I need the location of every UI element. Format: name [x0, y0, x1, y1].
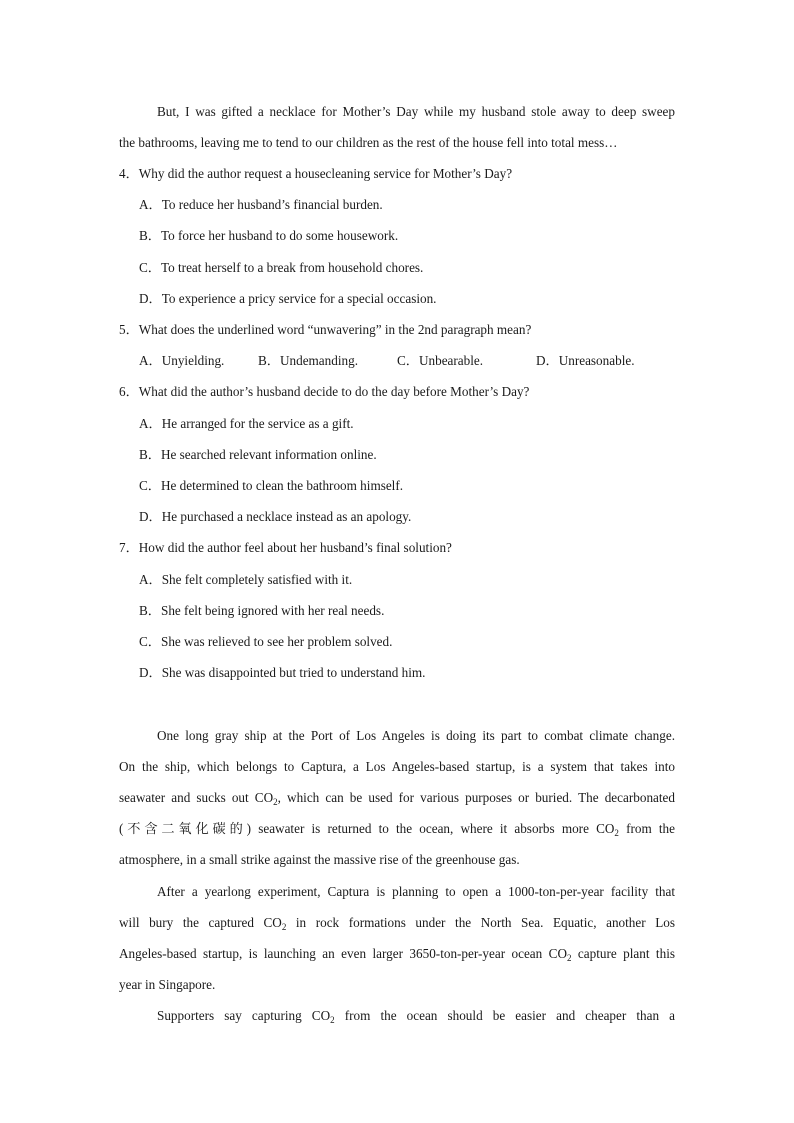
passage2-line: atmosphere, in a small strike against the massive rise of the greenhouse gas. — [119, 852, 520, 867]
subscript: 2 — [330, 1015, 335, 1025]
text-run: Supporters say capturing CO — [157, 1008, 331, 1023]
option-6a: A．He arranged for the service as a gift. — [139, 416, 354, 431]
passage2-line — [157, 1007, 675, 1025]
text-run: seawater and sucks out CO — [119, 790, 274, 805]
option-5c: C．Unbearable. — [397, 353, 484, 368]
option-4a: A．To reduce her husband’s financial burden. — [139, 197, 383, 212]
passage-line: the bathrooms, leaving me to tend to our children as the rest of the house fell into total mess… — [119, 135, 618, 150]
option-6c: C．He determined to clean the bathroom himself. — [139, 478, 404, 493]
passage2-line — [119, 945, 675, 963]
option-5a: A．Unyielding. — [139, 353, 225, 368]
question-stem-5: 5．What does the underlined word “unwavering” in the 2nd paragraph mean? — [119, 322, 532, 337]
question-stem-6: 6．What did the author’s husband decide to do the day before Mother’s Day? — [119, 384, 530, 399]
option-4d: D．To experience a pricy service for a special occasion. — [139, 291, 437, 306]
question-stem-4: 4．Why did the author request a housecleaning service for Mother’s Day? — [119, 166, 513, 181]
option-7c: C．She was relieved to see her problem solved. — [139, 634, 393, 649]
option-7a: A．She felt completely satisfied with it. — [139, 572, 353, 587]
text-run: in rock formations under the North Sea. Equatic, another Los — [286, 915, 676, 930]
option-5d: D．Unreasonable. — [536, 353, 635, 368]
subscript: 2 — [273, 797, 278, 807]
passage2-line: year in Singapore. — [119, 977, 216, 992]
text-run: Angeles-based startup, is launching an even larger 3650-ton-per-year ocean CO — [119, 946, 567, 961]
passage-line: But, I was gifted a necklace for Mother’s Day while my husband stole away to deep sweep — [157, 104, 675, 119]
option-7b: B．She felt being ignored with her real needs. — [139, 603, 385, 618]
subscript: 2 — [567, 953, 572, 963]
passage2-line: On the ship, which belongs to Captura, a Los Angeles-based startup, is a system that takes into — [119, 759, 675, 774]
option-6d: D．He purchased a necklace instead as an apology. — [139, 509, 412, 524]
text-run: (不含二氧化碳的) seawater is returned to the ocean, where it absorbs more CO — [119, 821, 615, 836]
text-run: , which can be used for various purposes or buried. The decarbonated — [277, 790, 675, 805]
passage2-line: One long gray ship at the Port of Los Angeles is doing its part to combat climate change. — [157, 728, 675, 743]
text-run: from the — [618, 821, 675, 836]
subscript: 2 — [281, 922, 287, 932]
option-4b: B．To force her husband to do some housework. — [139, 228, 399, 243]
passage2-line — [119, 820, 675, 838]
option-5b: B．Undemanding. — [258, 353, 358, 368]
option-6b: B．He searched relevant information online. — [139, 447, 377, 462]
text-run: will bury the captured CO — [119, 915, 282, 930]
question-stem-7: 7．How did the author feel about her husband’s final solution? — [119, 540, 452, 555]
text-run: capture plant this — [571, 946, 675, 961]
subscript: 2 — [614, 828, 619, 838]
option-4c: C．To treat herself to a break from household chores. — [139, 260, 424, 275]
text-run: from the ocean should be easier and cheaper than a — [334, 1008, 675, 1023]
option-row-5 — [0, 352, 794, 370]
passage2-line — [119, 789, 675, 807]
passage2-line — [119, 914, 675, 932]
passage2-line: After a yearlong experiment, Captura is planning to open a 1000-ton-per-year facility that — [157, 884, 675, 899]
option-7d: D．She was disappointed but tried to understand him. — [139, 665, 426, 680]
